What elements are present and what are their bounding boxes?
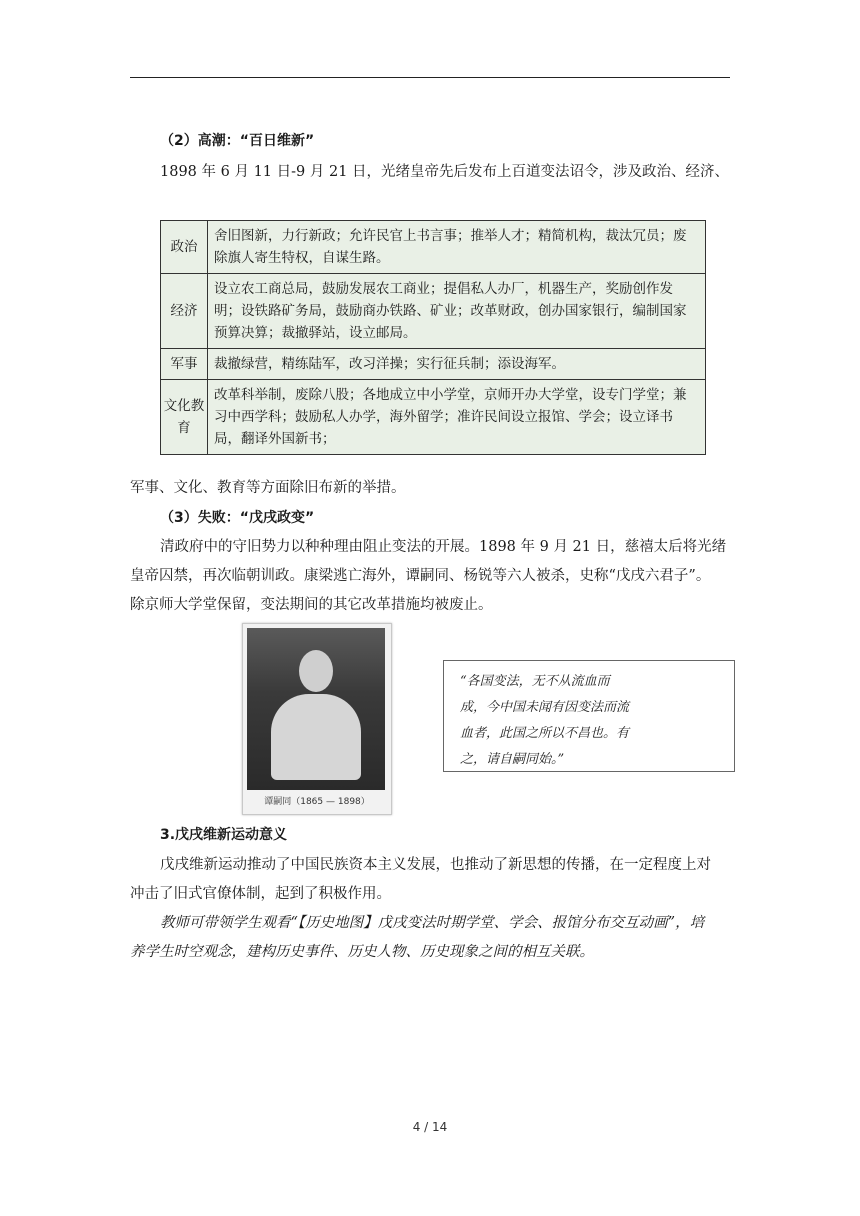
- header-rule: [130, 77, 730, 78]
- portrait-body: [271, 694, 361, 780]
- table-category-cell: 军事: [161, 349, 208, 380]
- section3-heading: （3）失败：“戊戌政变”: [160, 510, 315, 526]
- table-content-cell: 设立农工商总局，鼓励发展农工商业；提倡私人办厂，机器生产，奖励创作发明；设铁路矿务局，鼓励商办铁路、矿业；改革财政，创办国家银行，编制国家预算决算；裁撤驿站，设立邮局。: [208, 274, 706, 349]
- table-row: [161, 274, 706, 349]
- portrait-photo: [242, 623, 392, 815]
- table-content-cell: 舍旧图新，力行新政；允许民官上书言事；推举人才；精简机构，裁汰冗员；废除旗人寄生特权，自谋生路。: [208, 221, 706, 274]
- table-row: [161, 380, 706, 455]
- teacher-note-line-2: 养学生时空观念，建构历史事件、历史人物、历史现象之间的相互关联。: [130, 944, 594, 960]
- portrait-face: [299, 650, 333, 692]
- table-row: [161, 221, 706, 274]
- quote-line: 成，今中国未闻有因变法而流: [460, 700, 630, 715]
- table-category-cell: 经济: [161, 274, 208, 349]
- section2-after: 军事、文化、教育等方面除旧布新的举措。: [130, 480, 406, 496]
- significance-heading: 3.戊戌维新运动意义: [160, 827, 288, 843]
- page-number: 4 / 14: [412, 1120, 448, 1134]
- quote-box: [443, 660, 735, 772]
- photo-caption: 谭嗣同（1865 — 1898）: [264, 797, 370, 807]
- quote-line: 之，请自嗣同始。”: [460, 752, 565, 767]
- table-category-cell: 政治: [161, 221, 208, 274]
- quote-line: 血者，此国之所以不昌也。有: [460, 726, 630, 741]
- significance-line-1: 戊戌维新运动推动了中国民族资本主义发展，也推动了新思想的传播，在一定程度上对: [160, 857, 711, 873]
- table-content-cell: 裁撤绿营，精练陆军，改习洋操；实行征兵制；添设海军。: [208, 349, 706, 380]
- section2-intro: 1898 年 6 月 11 日-9 月 21 日，光绪皇帝先后发布上百道变法诏令，涉及政治、经济、: [160, 164, 730, 180]
- table-row: [161, 349, 706, 380]
- section2-heading: （2）高潮：“百日维新”: [160, 133, 315, 149]
- table-category-cell: 文化教育: [161, 380, 208, 455]
- table-content-cell: 改革科举制，废除八股；各地成立中小学堂，京师开办大学堂，设专门学堂；兼习中西学科；鼓励私人办学，海外留学；准许民间设立报馆、学会；设立译书局，翻译外国新书；: [208, 380, 706, 455]
- section3-line-2: 皇帝囚禁，再次临朝训政。康梁逃亡海外，谭嗣同、杨锐等六人被杀，史称“戊戌六君子”。: [130, 568, 711, 584]
- section3-line-1: 清政府中的守旧势力以种种理由阻止变法的开展。1898 年 9 月 21 日，慈禧太后将光绪: [160, 539, 727, 555]
- teacher-note-line-1: 教师可带领学生观看“【历史地图】戊戌变法时期学堂、学会、报馆分布交互动画”，培: [160, 915, 705, 931]
- section3-line-3: 除京师大学堂保留，变法期间的其它改革措施均被废止。: [130, 597, 493, 613]
- portrait-image: [247, 628, 385, 790]
- quote-line: “各国变法，无不从流血而: [460, 674, 610, 689]
- reform-measures-table: [160, 220, 706, 455]
- significance-line-2: 冲击了旧式官僚体制，起到了积极作用。: [130, 886, 391, 902]
